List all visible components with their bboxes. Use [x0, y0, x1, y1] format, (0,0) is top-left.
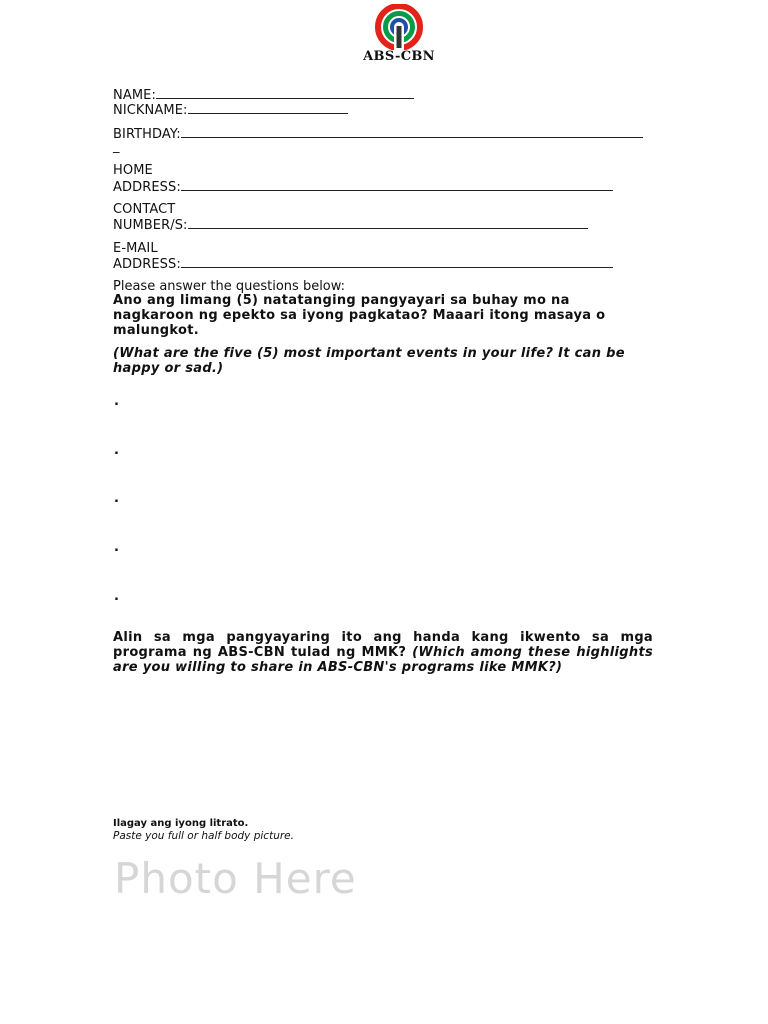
- email-address-field[interactable]: [113, 255, 613, 272]
- contact-number-field[interactable]: [113, 216, 588, 233]
- answer-bullet-5: .: [114, 589, 119, 604]
- nickname-field[interactable]: [113, 101, 348, 118]
- question-2-english: (Which among these highlights are you willing to share in ABS-CBN's programs like MMK?): [113, 645, 654, 675]
- answer-bullet-3: .: [114, 491, 119, 506]
- answer-bullet-4: .: [114, 540, 119, 555]
- email-address-input-line[interactable]: [181, 255, 613, 268]
- name-label: NAME:: [113, 88, 156, 103]
- abs-cbn-logo: [343, 4, 455, 64]
- answer-bullet-2: .: [114, 443, 119, 458]
- birthday-label: BIRTHDAY:: [113, 127, 181, 142]
- questions-intro: Please answer the questions below:: [113, 279, 346, 294]
- birthday-input-line[interactable]: [181, 125, 643, 138]
- question-1-tagalog: Ano ang limang (5) natatanging pangyayari sa buhay mo na nagkaroon ng epekto sa iyong pagkatao? Maaari itong masaya o malungkot.: [113, 293, 606, 338]
- home-address-field[interactable]: [113, 178, 613, 195]
- answer-bullet-1: .: [114, 394, 119, 409]
- contact-number-input-line[interactable]: [188, 216, 588, 229]
- nickname-label: NICKNAME:: [113, 103, 188, 118]
- photo-label-english: Paste you full or half body picture.: [113, 830, 294, 842]
- question-1-english: (What are the five (5) most important events in your life? It can be happy or sad.): [113, 346, 625, 376]
- email-address-label: ADDRESS:: [113, 257, 181, 272]
- contact-number-label: NUMBER/S:: [113, 218, 188, 233]
- birthday-overflow: _: [113, 139, 120, 154]
- home-address-label: ADDRESS:: [113, 180, 181, 195]
- logo-brand-text: ABS-CBN: [363, 49, 435, 64]
- name-input-line[interactable]: [156, 86, 414, 99]
- contact-label-top: CONTACT: [113, 202, 176, 217]
- home-address-label-top: HOME: [113, 163, 153, 178]
- email-label-top: E-MAIL: [113, 241, 158, 256]
- question-2: [113, 630, 653, 675]
- nickname-input-line[interactable]: [188, 101, 348, 114]
- question-2-tagalog: Alin sa mga pangyayaring ito ang handa kang ikwento sa mga programa ng ABS-CBN tulad ng MMK?: [113, 630, 653, 660]
- photo-placeholder[interactable]: Photo Here: [114, 854, 357, 903]
- abs-cbn-rings-icon: [372, 4, 426, 50]
- home-address-input-line[interactable]: [181, 178, 613, 191]
- photo-label-tagalog: Ilagay ang iyong litrato.: [113, 818, 249, 829]
- birthday-field[interactable]: [113, 125, 643, 142]
